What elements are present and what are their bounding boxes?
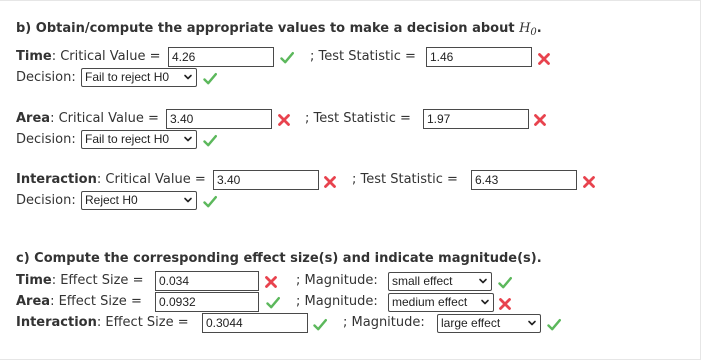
area-es-check-icon: [266, 296, 280, 310]
chevron-down-icon: [478, 273, 488, 290]
c-time-es-label: Time: Effect Size =: [16, 273, 144, 288]
interaction-effect-size-input[interactable]: 0.3044: [202, 313, 308, 333]
chevron-down-icon: [183, 131, 193, 148]
part-b-heading: b) Obtain/compute the appropriate values to make a decision about $H_0$.: [16, 21, 542, 38]
area-decision-select[interactable]: [81, 130, 197, 149]
interaction-magnitude-select[interactable]: [437, 314, 541, 333]
chevron-down-icon: [527, 315, 537, 332]
part-b-heading-text: b) Obtain/compute the appropriate values to make a decision about: [16, 21, 520, 36]
time-ts-cross-icon: [537, 52, 551, 66]
area-decision-check-icon: [203, 134, 217, 148]
area-magnitude-cross-icon: [498, 297, 512, 311]
interaction-cv-cross-icon: [323, 175, 337, 189]
area-critical-value-input[interactable]: 3.40: [166, 109, 272, 129]
chevron-down-icon: [183, 192, 193, 209]
interaction-decision-label: Decision:: [16, 193, 76, 208]
area-decision-label: Decision:: [16, 132, 76, 147]
interaction-critical-value-input[interactable]: 3.40: [213, 170, 319, 190]
interaction-magnitude-check-icon: [547, 318, 561, 332]
interaction-magnitude-label: ; Magnitude:: [343, 315, 425, 330]
time-decision-select[interactable]: [81, 68, 197, 87]
area-test-statistic-input[interactable]: 1.97: [423, 109, 529, 129]
interaction-decision-value: Reject H0: [85, 193, 138, 207]
time-ts-label: ; Test Statistic =: [310, 49, 416, 64]
interaction-test-statistic-input[interactable]: 6.43: [471, 170, 577, 190]
interaction-ts-cross-icon: [582, 175, 596, 189]
time-decision-label: Decision:: [16, 70, 76, 85]
h0-symbol: $H_0$: [519, 21, 537, 38]
area-decision-value: Fail to reject H0: [85, 132, 170, 146]
interaction-decision-select[interactable]: [81, 191, 197, 210]
area-cv-cross-icon: [277, 113, 291, 127]
time-test-statistic-input[interactable]: 1.46: [426, 47, 532, 67]
chevron-down-icon: [183, 69, 193, 86]
time-effect-size-input[interactable]: 0.034: [155, 271, 259, 291]
area-magnitude-value: medium effect: [392, 295, 468, 309]
time-cv-label: Time: Critical Value =: [16, 49, 161, 64]
area-ts-label: ; Test Statistic =: [305, 111, 411, 126]
time-es-cross-icon: [264, 275, 278, 289]
time-magnitude-select[interactable]: [388, 272, 492, 291]
area-ts-cross-icon: [533, 113, 547, 127]
interaction-es-check-icon: [313, 318, 327, 332]
c-area-es-label: Area: Effect Size =: [16, 294, 142, 309]
time-cv-check-icon: [280, 51, 294, 65]
chevron-down-icon: [480, 294, 490, 311]
time-magnitude-value: small effect: [392, 274, 453, 288]
interaction-magnitude-value: large effect: [441, 316, 501, 330]
area-magnitude-select[interactable]: [388, 293, 494, 312]
time-magnitude-check-icon: [498, 276, 512, 290]
interaction-decision-check-icon: [203, 195, 217, 209]
interaction-ts-label: ; Test Statistic =: [352, 172, 458, 187]
interaction-cv-label: Interaction: Critical Value =: [16, 172, 206, 187]
area-cv-label: Area: Critical Value =: [16, 111, 159, 126]
c-interaction-es-label: Interaction: Effect Size =: [16, 315, 189, 330]
area-effect-size-input[interactable]: 0.0932: [155, 292, 259, 312]
time-decision-check-icon: [203, 72, 217, 86]
time-critical-value-input[interactable]: 4.26: [168, 47, 274, 67]
time-magnitude-label: ; Magnitude:: [296, 273, 378, 288]
time-decision-value: Fail to reject H0: [85, 70, 170, 84]
area-magnitude-label: ; Magnitude:: [296, 294, 378, 309]
part-c-heading: c) Compute the corresponding effect size(s) and indicate magnitude(s).: [16, 251, 542, 266]
